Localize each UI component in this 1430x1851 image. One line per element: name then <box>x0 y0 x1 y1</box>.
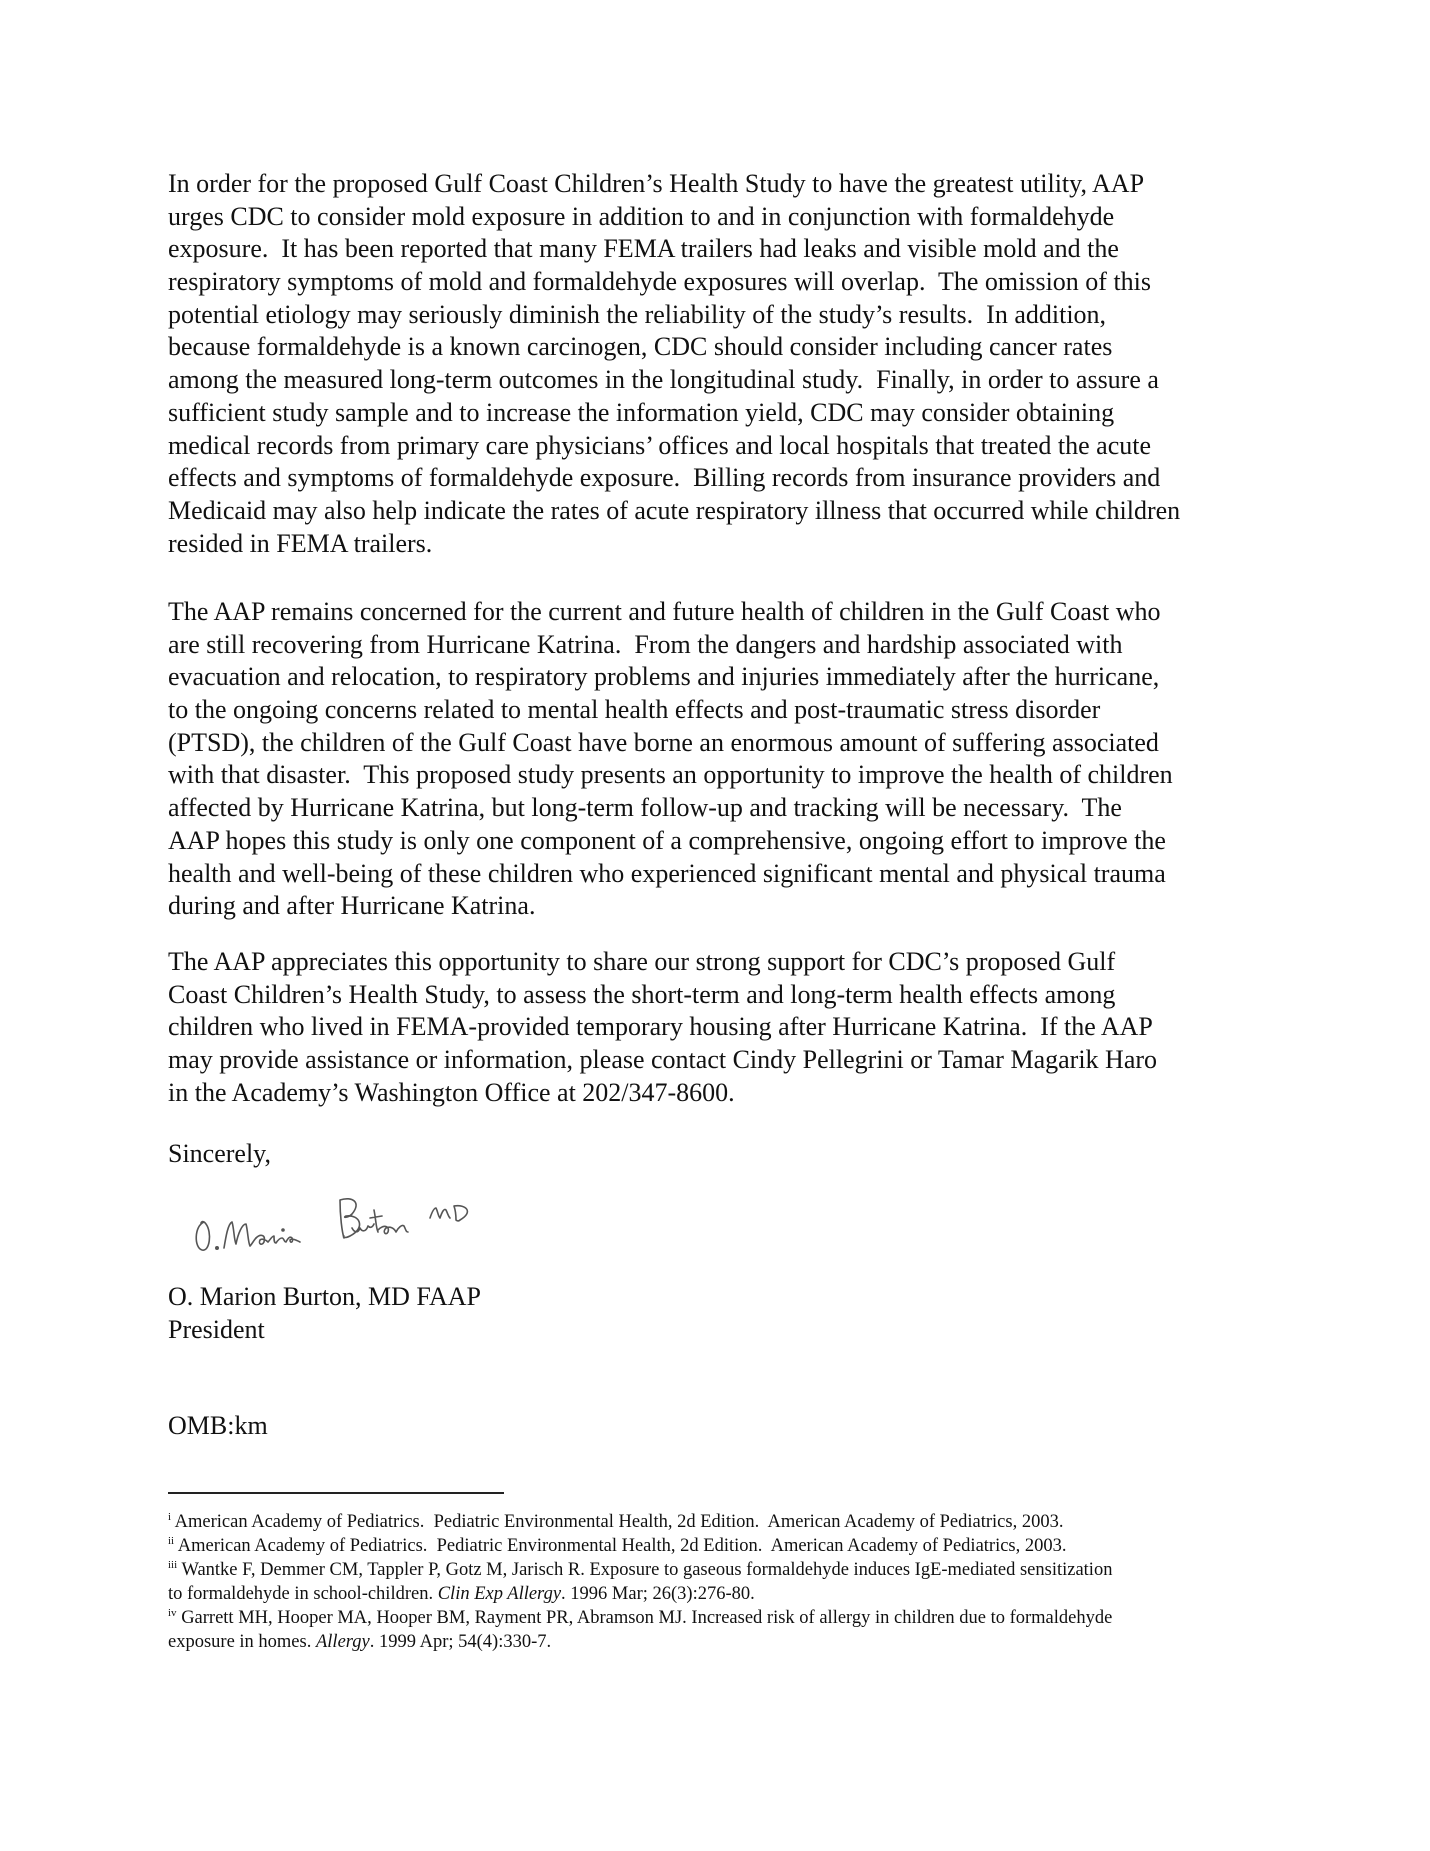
text-line: In order for the proposed Gulf Coast Children’s Health Study to have the greatest utility, AAP <box>168 169 1145 198</box>
text-line: (PTSD), the children of the Gulf Coast have borne an enormous amount of suffering associated <box>168 727 1159 757</box>
text-line: respiratory symptoms of mold and formaldehyde exposures will overlap. The omission of this <box>168 267 1152 297</box>
text-line: among the measured long-term outcomes in the longitudinal study. Finally, in order to assure a <box>168 365 1159 395</box>
footnote-iii <box>168 1558 1288 1582</box>
footnote-text: Garrett MH, Hooper MA, Hooper BM, Rayment PR, Abramson MJ. Increased risk of allergy in children due to formaldehyde <box>176 1608 1113 1628</box>
footnote-text: to formaldehyde in school-children. <box>168 1584 438 1604</box>
text-line: because formaldehyde is a known carcinogen, CDC should consider including cancer rates <box>168 332 1113 362</box>
text-line: Coast Children’s Health Study, to assess the short-term and long-term health effects among <box>168 979 1116 1009</box>
footnote-text: exposure in homes. <box>168 1632 316 1652</box>
text-line: affected by Hurricane Katrina, but long-term follow-up and tracking will be necessary. The <box>168 793 1122 823</box>
footnote-text: Wantke F, Demmer CM, Tappler P, Gotz M, Jarisch R. Exposure to gaseous formaldehyde induces IgE-mediated sensitization <box>177 1560 1113 1580</box>
text-line: exposure. It has been reported that many FEMA trailers had leaks and visible mold and the <box>168 234 1119 264</box>
footnote-text: American Academy of Pediatrics. Pediatric Environmental Health, 2d Edition. American Academy of Pediatrics, 2003. <box>174 1536 1067 1556</box>
text-line: during and after Hurricane Katrina. <box>168 891 536 921</box>
closing-salutation <box>168 1138 1248 1171</box>
text-line: to the ongoing concerns related to mental health effects and post-traumatic stress disorder <box>168 695 1101 725</box>
text-line: resided in FEMA trailers. <box>168 528 433 558</box>
footnote-text: American Academy of Pediatrics. Pediatric Environmental Health, 2d Edition. American Academy of Pediatrics, 2003. <box>171 1512 1064 1532</box>
text-line: urges CDC to consider mold exposure in addition to and in conjunction with formaldehyde <box>168 201 1115 231</box>
text-line: medical records from primary care physicians’ offices and local hospitals that treated the acute <box>168 430 1152 460</box>
text-line: health and well-being of these children who experienced significant mental and physical trauma <box>168 858 1166 888</box>
text-line: evacuation and relocation, to respiratory problems and injuries immediately after the hurricane, <box>168 662 1160 692</box>
journal-title: Clin Exp Allergy <box>437 1584 562 1604</box>
text-line: sufficient study sample and to increase the information yield, CDC may consider obtaining <box>168 397 1115 427</box>
text-line: The AAP appreciates this opportunity to share our strong support for CDC’s proposed Gulf <box>168 947 1116 976</box>
footnote-marker: ii <box>168 1535 175 1547</box>
footnote-marker: iv <box>168 1607 177 1619</box>
footnote-ii <box>168 1534 1288 1558</box>
typist-initials: OMB:km <box>168 1411 268 1440</box>
paragraph-ongoing-concern <box>168 596 1248 923</box>
signer-title: President <box>168 1314 265 1344</box>
text-line: children who lived in FEMA-provided temporary housing after Hurricane Katrina. If the AAP <box>168 1012 1153 1042</box>
paragraph-mold-exposure <box>168 168 1248 560</box>
footnote-iii-cont <box>168 1582 1288 1606</box>
salutation: Sincerely, <box>168 1139 271 1168</box>
footnote-separator <box>168 1492 504 1494</box>
footnote-marker: i <box>168 1511 172 1523</box>
signer-block <box>168 1281 1248 1346</box>
footnote-i <box>168 1510 1288 1534</box>
handwritten-signature <box>190 1188 490 1258</box>
journal-title: Allergy <box>315 1632 370 1652</box>
footnote-iv-cont <box>168 1630 1288 1654</box>
footnotes <box>168 1510 1288 1654</box>
text-line: The AAP remains concerned for the current and future health of children in the Gulf Coast who <box>168 597 1161 626</box>
text-line: in the Academy’s Washington Office at 202/347-8600. <box>168 1077 735 1107</box>
text-line: AAP hopes this study is only one component of a comprehensive, ongoing effort to improve the <box>168 825 1166 855</box>
footnote-text: . 1996 Mar; 26(3):276-80. <box>561 1584 755 1604</box>
typist-initials-block <box>168 1410 1248 1443</box>
text-line: are still recovering from Hurricane Katrina. From the dangers and hardship associated with <box>168 629 1123 659</box>
text-line: potential etiology may seriously diminish the reliability of the study’s results. In addition, <box>168 299 1107 329</box>
footnote-text: . 1999 Apr; 54(4):330-7. <box>369 1632 552 1652</box>
text-line: may provide assistance or information, please contact Cindy Pellegrini or Tamar Magarik Haro <box>168 1045 1158 1075</box>
text-line: with that disaster. This proposed study presents an opportunity to improve the health of children <box>168 760 1173 790</box>
text-line: Medicaid may also help indicate the rates of acute respiratory illness that occurred while children <box>168 495 1181 525</box>
paragraph-contact <box>168 946 1248 1109</box>
footnote-marker: iii <box>168 1559 178 1571</box>
signer-name: O. Marion Burton, MD FAAP <box>168 1282 481 1311</box>
text-line: effects and symptoms of formaldehyde exposure. Billing records from insurance providers and <box>168 463 1161 493</box>
footnote-iv <box>168 1606 1288 1630</box>
